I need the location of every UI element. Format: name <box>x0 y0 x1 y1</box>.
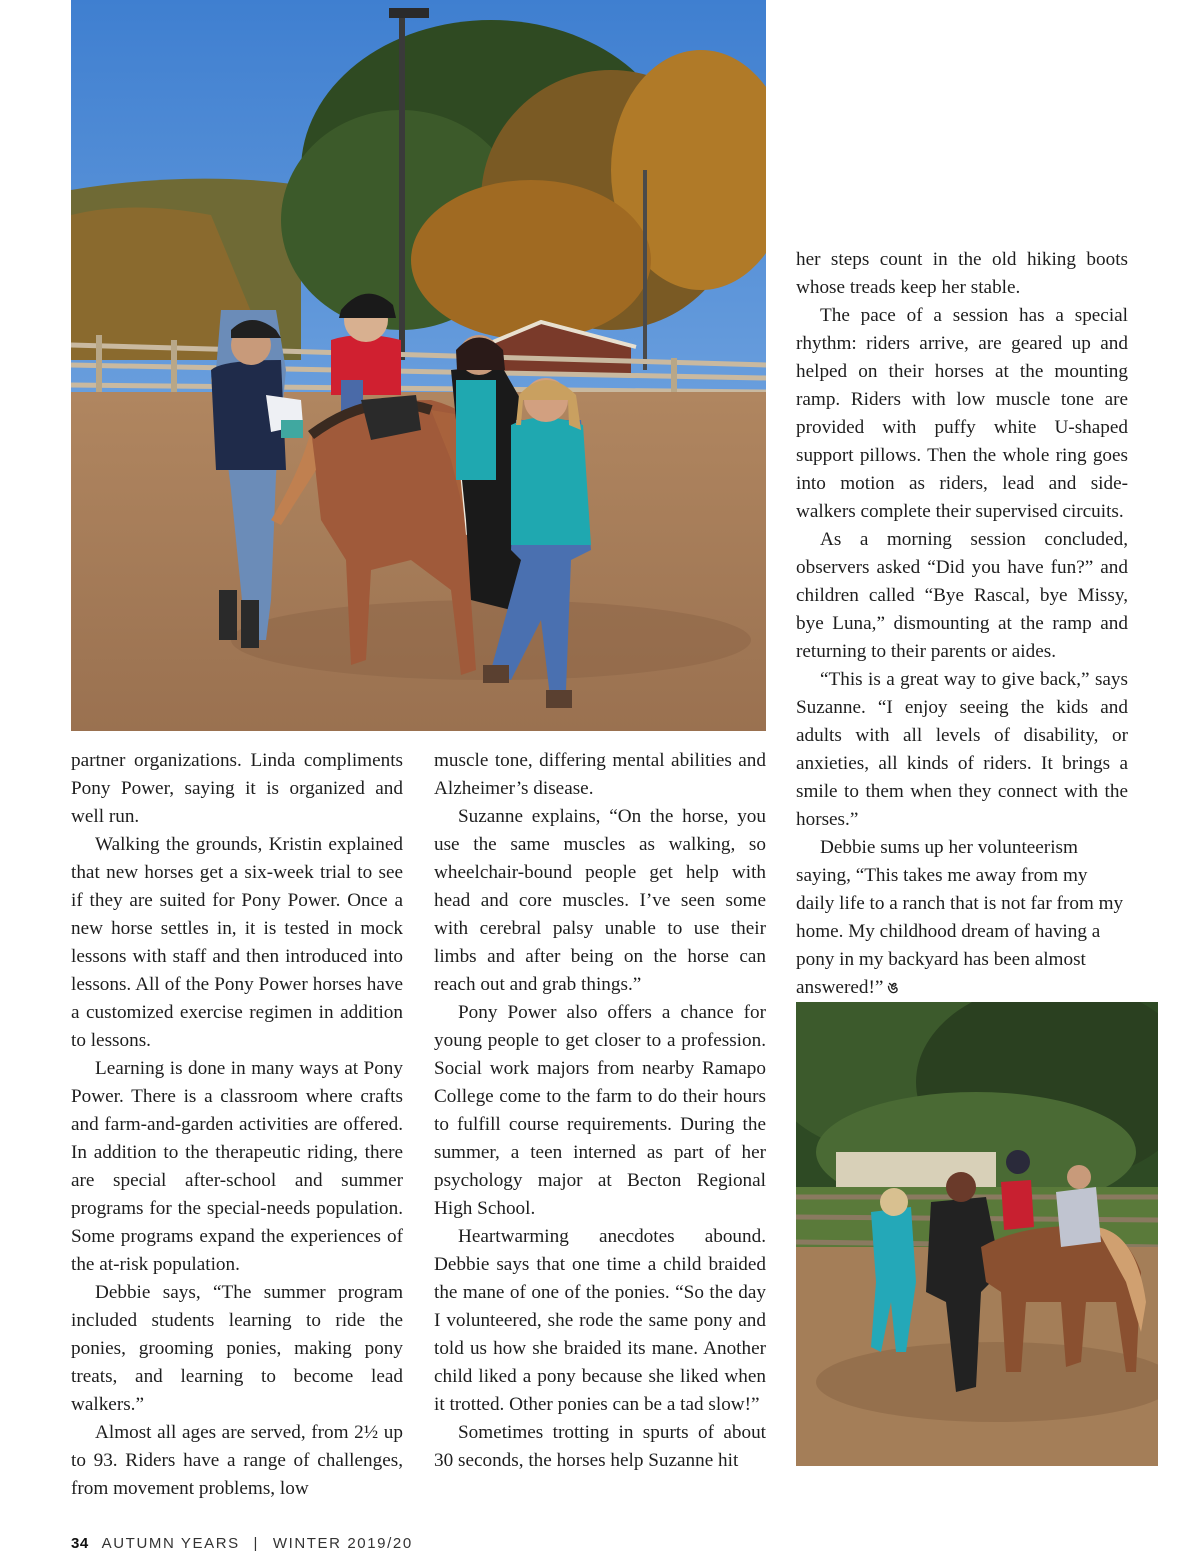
article-column-2 <box>434 747 766 1475</box>
page-number: 34 <box>71 1535 89 1552</box>
article-column-3 <box>796 246 1128 1002</box>
article-column-1 <box>71 747 403 1503</box>
paragraph: her steps count in the old hiking boots whose treads keep her stable. <box>796 249 1128 298</box>
paragraph: “This is a great way to give back,” says Suzanne. “I enjoy seeing the kids and adults with all levels of disability, or anxieties, all kinds of riders. It brings a smile to them when they connect with the horses.” <box>796 669 1128 830</box>
paragraph: The pace of a session has a special rhythm: riders arrive, are geared up and helped on their horses at the mounting ramp. Riders with low muscle tone are provided with puffy white U-shaped support pillows. Then the whole ring goes into motion as riders, lead and side-walkers complete their supervised circuits. <box>796 305 1128 522</box>
paragraph: Debbie says, “The summer program included students learning to ride the ponies, grooming ponies, making pony treats, and learning to become lead walkers.” <box>71 1282 403 1415</box>
page-footer <box>71 1535 413 1552</box>
publication-name: AUTUMN YEARS <box>101 1535 240 1552</box>
paragraph: Pony Power also offers a chance for young people to get closer to a profession. Social work majors from nearby Ramapo College come to the farm to do their hours to fulfill course requirements. During the summer, a teen interned as part of her psychology major at Becton Regional High School. <box>434 1002 766 1219</box>
issue-label: WINTER 2019/20 <box>272 1535 413 1552</box>
paragraph: partner organizations. Linda compliments Pony Power, saying it is organized and well run. <box>71 750 403 827</box>
paragraph: Suzanne explains, “On the horse, you use the same muscles as walking, so wheelchair-bound people get help with head and core muscles. I’ve seen some with cerebral palsy unable to use their limbs and after being on the horse can reach out and grab things.” <box>434 806 766 995</box>
paragraph: Walking the grounds, Kristin explained that new horses get a six-week trial to see if they are suited for Pony Power. Once a new horse settles in, it is tested in mock lessons with staff and then introduced into lessons. All of the Pony Power horses have a customized exercise regimen in addition to lessons. <box>71 834 403 1051</box>
photo-riding-ring-lesson <box>71 0 766 731</box>
paragraph-text: Debbie sums up her volunteerism saying, “This takes me away from my daily life to a ranch that is not far from my home. My childhood dream of having a pony in my backyard has been almost answered!” <box>796 837 1124 998</box>
paragraph: Heartwarming anecdotes abound. Debbie says that one time a child braided the mane of one of the ponies. “So the day I volunteered, she rode the same pony and told us how she braided its mane. Another child liked a pony because she liked when it trotted. Other ponies can be a tad slow!” <box>434 1226 766 1415</box>
paragraph: Learning is done in many ways at Pony Power. There is a classroom where crafts and farm-and-garden activities are offered. In addition to the therapeutic riding, there are special after-school and summer programs for the special-needs population. Some programs expand the experiences of the at-risk population. <box>71 1058 403 1275</box>
paragraph: Almost all ages are served, from 2½ up to 93. Riders have a range of challenges, from movement problems, low <box>71 1422 403 1499</box>
paragraph-final <box>796 834 1128 1002</box>
footer-separator: | <box>253 1535 260 1552</box>
end-mark-icon: ঙ <box>887 979 899 997</box>
paragraph: muscle tone, differing mental abilities and Alzheimer’s disease. <box>434 750 766 799</box>
paragraph: Sometimes trotting in spurts of about 30 seconds, the horses help Suzanne hit <box>434 1422 766 1471</box>
paragraph: As a morning session concluded, observers asked “Did you have fun?” and children called “Bye Rascal, bye Missy, bye Luna,” dismounting at the ramp and returning to their parents or aides. <box>796 529 1128 662</box>
photo-riders-circuit <box>796 1002 1158 1466</box>
